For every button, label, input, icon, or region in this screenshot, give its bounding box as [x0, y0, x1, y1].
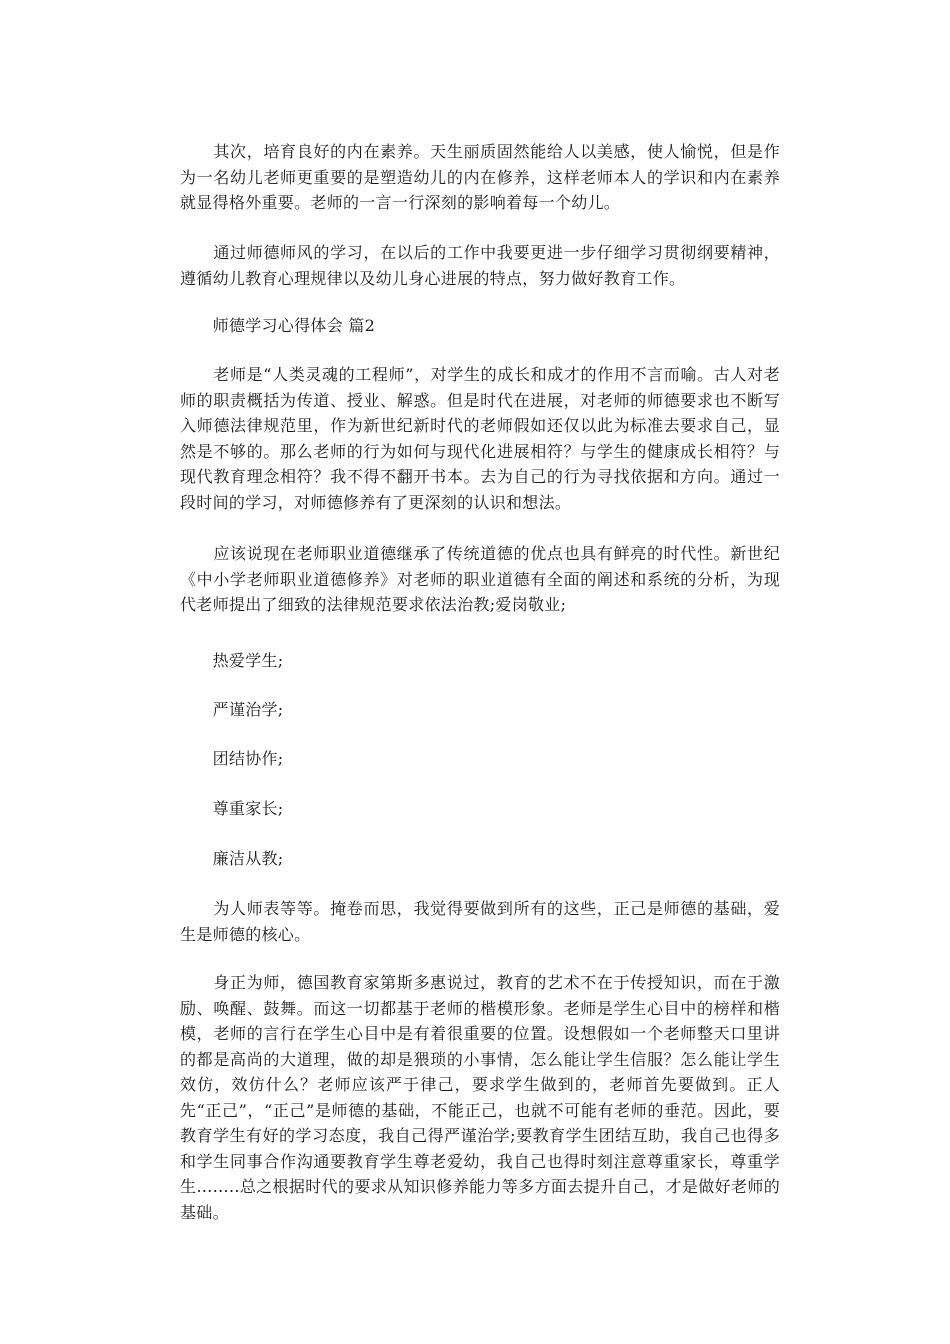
paragraph-2: 通过师德师风的学习，在以后的工作中我要更进一步仔细学习贯彻纲要精神，遵循幼儿教育心理规律以及幼儿身心进展的特点，努力做好教育工作。 [180, 243, 780, 288]
list-item: 廉洁从教; [180, 849, 284, 868]
list-item: 热爱学生; [180, 651, 284, 670]
list-item: 尊重家长; [180, 799, 284, 818]
paragraph-6: 身正为师，德国教育家第斯多惠说过，教育的艺术不在于传授知识，而在于激励、唤醒、鼓舞。而这一切都基于老师的楷模形象。老师是学生心目中的榜样和楷模，老师的言行在学生心目中是有着很重要的位置。设想假如一个老师整天口里讲的都是高尚的大道理，做的却是猥琐的小事情，怎么能让学生信服？怎么能让学生效仿，效仿什么？老师应该严于律己，要求学生做到的，老师首先要做到。正人先“正己”，“正己”是师德的基础，不能正己，也就不可能有老师的垂范。因此，要教育学生有好的学习态度，我自己得严谨治学;要教育学生团结互助，我自己也得多和学生同事合作沟通要教育学生尊老爱幼，我自己也得时刻注意尊重家长，尊重学生……..总之根据时代的要求从知识修养能力等多方面去提升自己，才是做好老师的基础。 [180, 973, 780, 1222]
paragraph-1: 其次，培育良好的内在素养。天生丽质固然能给人以美感，使人愉悦，但是作为一名幼儿老师更重要的是塑造幼儿的内在修养，这样老师本人的学识和内在素养就显得格外重要。老师的一言一行深刻的影响着每一个幼儿。 [180, 142, 780, 212]
section-heading: 师德学习心得体会 篇2 [180, 316, 376, 335]
paragraph-4: 应该说现在老师职业道德继承了传统道德的优点也具有鲜亮的时代性。新世纪《中小学老师职业道德修养》对老师的职业道德有全面的阐述和系统的分析，为现代老师提出了细致的法律规范要求依法治教;爱岗敬业; [180, 544, 780, 614]
paragraph-5: 为人师表等等。掩卷而思，我觉得要做到所有的这些，正己是师德的基础，爱生是师德的核心。 [180, 899, 780, 944]
list-item: 严谨治学; [180, 700, 284, 719]
list-item: 团结协作; [180, 749, 284, 768]
paragraph-3: 老师是“人类灵魂的工程师”，对学生的成长和成才的作用不言而喻。古人对老师的职责概括为传道、授业、解惑。但是时代在进展，对老师的师德要求也不断写入师德法律规范里，作为新世纪新时代的老师假如还仅以此为标准去要求自己，显然是不够的。那么老师的行为如何与现代化进展相符？与学生的健康成长相符？与现代教育理念相符？我不得不翻开书本。去为自己的行为寻找依据和方向。通过一段时间的学习，对师德修养有了更深刻的认识和想法。 [180, 365, 780, 512]
